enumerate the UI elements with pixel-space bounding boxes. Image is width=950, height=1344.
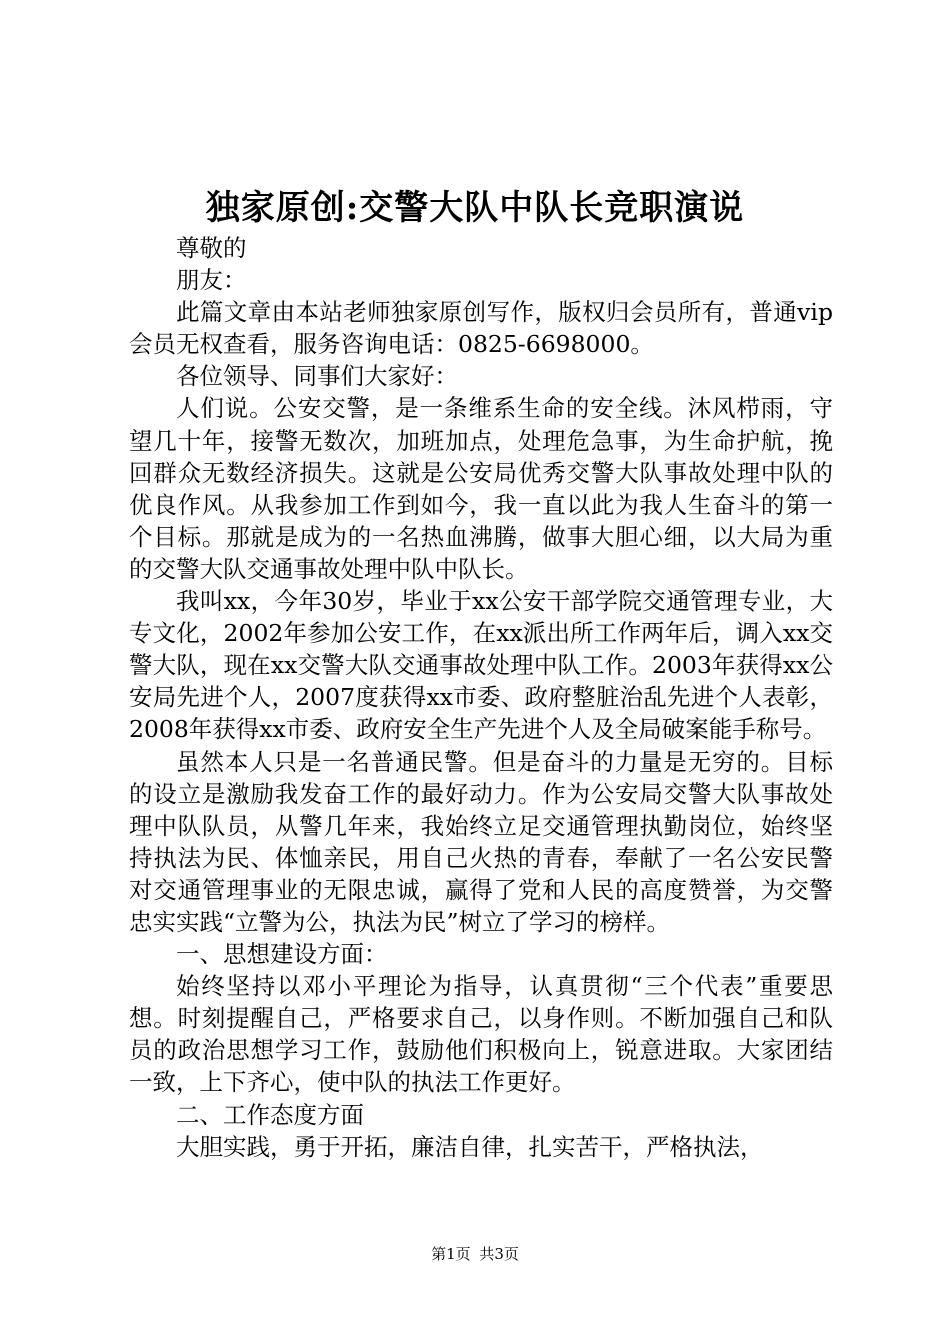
paragraph: 此篇文章由本站老师独家原创写作，版权归会员所有，普通vip会员无权查看，服务咨询电话：0825-6698000。: [129, 298, 833, 359]
paragraph: 各位领导、同事们大家好：: [176, 362, 458, 391]
paragraph: 始终坚持以邓小平理论为指导，认真贯彻“三个代表”重要思想。时刻提醒自己，严格要求自己，以身作则。不断加强自己和队员的政治思想学习工作，鼓励他们积极向上，锐意进取。大家团结一致，上下齐心，使中队的执法工作更好。: [129, 972, 833, 1097]
paragraph: 我叫xx，今年30岁，毕业于xx公安干部学院交通管理专业，大专文化，2002年参加公安工作，在xx派出所工作两年后，调入xx交警大队，现在xx交警大队交通事故处理中队工作。2003年获得xx公安局先进个人，2007度获得xx市委、政府整脏治乱先进个人表彰，2008年获得xx市委、政府安全生产先进个人及全局破案能手称号。: [129, 587, 833, 744]
paragraph: 大胆实践，勇于开拓，廉洁自律，扎实苦干，严格执法，: [176, 1132, 764, 1161]
page-number: 第1页: [431, 1245, 471, 1263]
paragraph: 尊敬的: [176, 234, 247, 262]
paragraph: 一、思想建设方面：: [176, 940, 388, 969]
document-title: 独家原创:交警大队中队长竞职演说: [205, 188, 745, 228]
page-footer: [0, 1242, 950, 1266]
total-pages: 共3页: [479, 1245, 519, 1263]
paragraph: 朋友：: [176, 266, 247, 295]
paragraph: 二、工作态度方面: [176, 1100, 364, 1129]
document-body: [129, 232, 833, 1163]
paragraph: 虽然本人只是一名普通民警。但是奋斗的力量是无穷的。目标的设立是激励我发奋工作的最好动力。作为公安局交警大队事故处理中队队员，从警几年来，我始终立足交通管理执勤岗位，始终坚持执法为民、体恤亲民，用自己火热的青春，奉献了一名公安民警对交通管理事业的无限忠诚，赢得了党和人民的高度赞誉，为交警忠实实践“立警为公，执法为民”树立了学习的榜样。: [129, 747, 833, 936]
paragraph: 人们说。公安交警，是一条维系生命的安全线。沐风栉雨，守望几十年，接警无数次，加班加点，处理危急事，为生命护航，挽回群众无数经济损失。这就是公安局优秀交警大队事故处理中队的优良作风。从我参加工作到如今，我一直以此为我人生奋斗的第一个目标。那就是成为的一名热血沸腾，做事大胆心细，以大局为重的交警大队交通事故处理中队中队长。: [129, 394, 833, 583]
